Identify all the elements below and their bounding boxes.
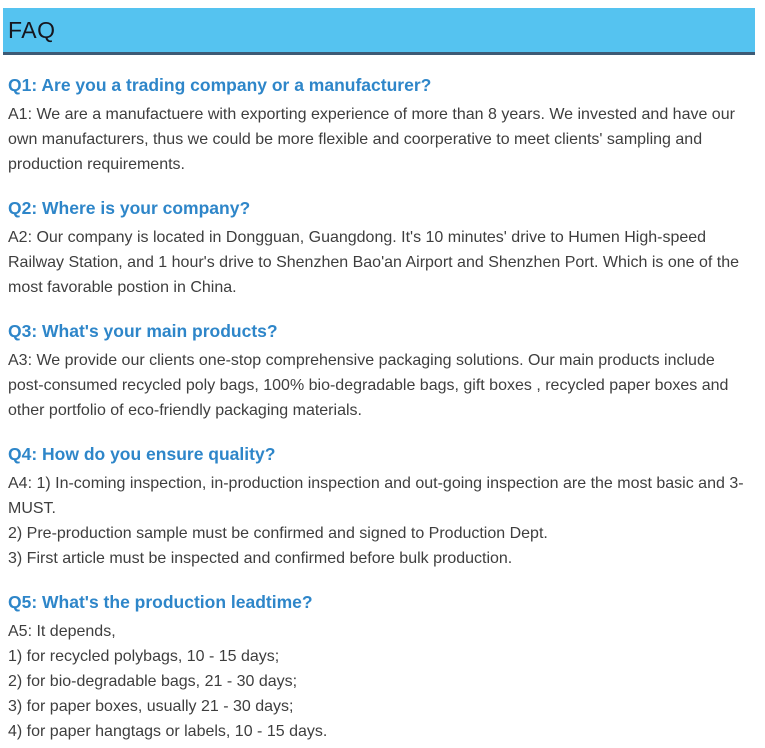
faq-question: Q2: Where is your company?	[8, 198, 251, 218]
faq-answer-line: 4) for paper hangtags or labels, 10 - 15 days.	[8, 723, 328, 740]
faq-question: Q4: How do you ensure quality?	[8, 444, 276, 464]
faq-answer-line: 3) for paper boxes, usually 21 - 30 days;	[8, 698, 294, 715]
faq-item	[8, 320, 751, 423]
faq-answer-line: 2) Pre-production sample must be confirmed and signed to Production Dept.	[8, 525, 548, 542]
faq-question: Q1: Are you a trading company or a manufacturer?	[8, 75, 432, 95]
faq-answer-line: 3) First article must be inspected and confirmed before bulk production.	[8, 550, 513, 567]
faq-answer-line: 2) for bio-degradable bags, 21 - 30 days;	[8, 673, 298, 690]
faq-item	[8, 197, 751, 300]
faq-answer-line: A5: It depends,	[8, 623, 116, 640]
faq-answer-line: A1: We are a manufactuere with exporting experience of more than 8 years. We invested and have our own manufacturers, thus we could be more flexible and coorperative to meet clients' sampling and production requirements.	[8, 106, 735, 173]
faq-item	[8, 74, 751, 177]
faq-item	[8, 443, 751, 571]
faq-answer-line: 1) for recycled polybags, 10 - 15 days;	[8, 648, 280, 665]
faq-answer-line: A3: We provide our clients one-stop comprehensive packaging solutions. Our main products include post-consumed recycled poly bags, 100% bio-degradable bags, gift boxes , recycled paper boxes and other portfolio of eco-friendly packaging materials.	[8, 352, 729, 419]
faq-answer-line: A2: Our company is located in Dongguan, Guangdong. It's 10 minutes' drive to Humen High-speed Railway Station, and 1 hour's drive to Shenzhen Bao'an Airport and Shenzhen Port. Which is one of the most favorable postion in China.	[8, 229, 739, 296]
faq-question: Q5: What's the production leadtime?	[8, 592, 313, 612]
section-title: FAQ	[8, 16, 56, 43]
faq-question: Q3: What's your main products?	[8, 321, 278, 341]
section-header	[3, 8, 755, 55]
faq-answer-line: A4: 1) In-coming inspection, in-production inspection and out-going inspection are the most basic and 3-MUST.	[8, 475, 744, 517]
faq-item	[8, 591, 751, 744]
faq-content	[0, 55, 765, 744]
